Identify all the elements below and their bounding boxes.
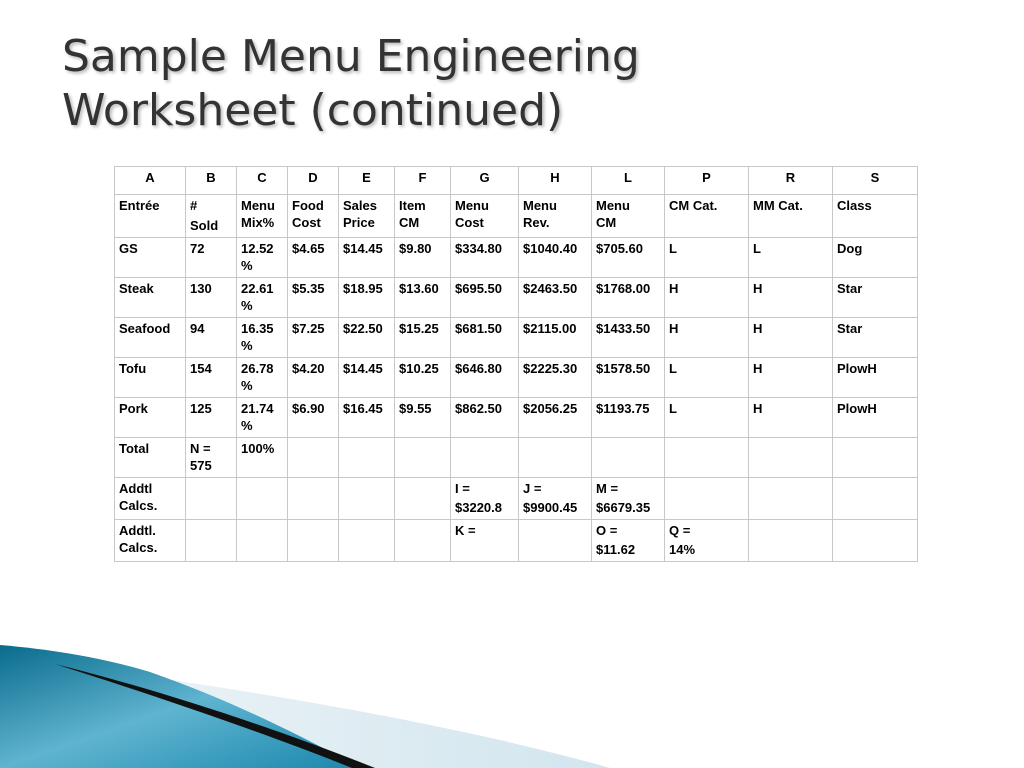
header-text: Menu [455,198,489,213]
cell-class: PlowH [833,358,918,398]
header-food-cost [288,195,339,238]
cell-class: Star [833,278,918,318]
empty-cell [288,438,339,478]
cell-menu-rev: $2225.30 [519,358,592,398]
cell-menu-cost: $334.80 [451,238,519,278]
cell-item-cm: $10.25 [395,358,451,398]
cell-menu-rev: $1040.40 [519,238,592,278]
header-menu-cost [451,195,519,238]
cell-food-cost: $7.25 [288,318,339,358]
cell-text: 16.35 [241,321,274,336]
empty-cell [395,478,451,520]
cell-item-cm: $15.25 [395,318,451,358]
cell-text: Calcs. [119,498,158,513]
header-text: Rev. [523,215,550,230]
empty-cell [237,520,288,562]
cell-text: $9900.45 [523,500,578,515]
empty-cell [339,520,395,562]
header-text: Entrée [119,198,160,213]
cell-cm-cat: H [665,318,749,358]
empty-cell [451,438,519,478]
cell-text: O = [596,523,618,538]
cell-sold: 125 [186,398,237,438]
header-text: MM Cat. [753,198,803,213]
cell-menu-cm: $1768.00 [592,278,665,318]
empty-cell [237,478,288,520]
column-letter: G [451,167,519,195]
header-menu-rev [519,195,592,238]
header-text: Food [292,198,324,213]
header-text: # [190,198,198,213]
header-text: Cost [292,215,321,230]
column-letter: B [186,167,237,195]
header-sold [186,195,237,238]
cell-entree: Tofu [115,358,186,398]
cell-text: M = [596,481,619,496]
cell-menu-mix [237,358,288,398]
empty-cell [395,520,451,562]
cell-text: $11.62 [596,542,636,557]
column-letter-row [115,167,918,195]
total-label: Total [115,438,186,478]
swoosh-pale-band [60,665,610,768]
cell-menu-cost: $681.50 [451,318,519,358]
cell-class: Star [833,318,918,358]
header-text: Menu [596,198,630,213]
cell-food-cost: $5.35 [288,278,339,318]
empty-cell [665,438,749,478]
calc-j [519,478,592,520]
cell-text: 14% [669,542,696,557]
cell-class: Dog [833,238,918,278]
total-n [186,438,237,478]
empty-cell [749,438,833,478]
cell-cm-cat: L [665,238,749,278]
cell-item-cm: $9.80 [395,238,451,278]
header-entree [115,195,186,238]
cell-menu-mix [237,278,288,318]
cell-menu-cm: $1433.50 [592,318,665,358]
column-letter: S [833,167,918,195]
cell-menu-cm: $1578.50 [592,358,665,398]
cell-menu-mix [237,238,288,278]
cell-cm-cat: L [665,398,749,438]
swoosh-black-stroke [55,664,375,768]
column-letter: D [288,167,339,195]
cell-food-cost: $4.20 [288,358,339,398]
cell-text: % [241,258,253,273]
cell-sales-price: $22.50 [339,318,395,358]
cell-sales-price: $16.45 [339,398,395,438]
cell-food-cost: $4.65 [288,238,339,278]
cell-text: 575 [190,458,212,473]
column-letter: L [592,167,665,195]
header-text: Class [837,198,872,213]
cell-text: I = [455,481,470,496]
cell-mm-cat: H [749,278,833,318]
cell-cm-cat: L [665,358,749,398]
calc-m [592,478,665,520]
calc-k: K = [451,520,519,562]
table-row [115,318,918,358]
cell-text: 12.52 [241,241,274,256]
cell-menu-rev: $2115.00 [519,318,592,358]
header-mm-cat [749,195,833,238]
cell-sold: 94 [186,318,237,358]
calc-i [451,478,519,520]
slide-title [62,30,962,138]
empty-cell [395,438,451,478]
cell-text: Addtl [119,481,153,496]
column-letter: H [519,167,592,195]
header-text: CM Cat. [669,198,718,213]
empty-cell [288,478,339,520]
table-row [115,358,918,398]
table-row [115,238,918,278]
empty-cell [339,478,395,520]
calc-q [665,520,749,562]
cell-menu-rev: $2463.50 [519,278,592,318]
empty-cell [288,520,339,562]
table-row [115,398,918,438]
cell-entree: Seafood [115,318,186,358]
cell-mm-cat: L [749,238,833,278]
header-text: Sold [190,218,219,233]
cell-entree: GS [115,238,186,278]
cell-menu-rev: $2056.25 [519,398,592,438]
column-letter: A [115,167,186,195]
empty-cell [186,520,237,562]
cell-menu-cost: $862.50 [451,398,519,438]
empty-cell [833,478,918,520]
total-row [115,438,918,478]
cell-text: % [241,298,253,313]
cell-cm-cat: H [665,278,749,318]
cell-text: Q = [669,523,691,538]
cell-menu-cost: $695.50 [451,278,519,318]
cell-item-cm: $9.55 [395,398,451,438]
cell-entree: Steak [115,278,186,318]
cell-mm-cat: H [749,358,833,398]
cell-text: % [241,378,253,393]
empty-cell [519,438,592,478]
total-mix: 100% [237,438,288,478]
cell-sales-price: $18.95 [339,278,395,318]
cell-sold: 130 [186,278,237,318]
cell-text: J = [523,481,542,496]
header-text: CM [399,215,420,230]
cell-text: $6679.35 [596,500,651,515]
column-letter: E [339,167,395,195]
cell-menu-cost: $646.80 [451,358,519,398]
cell-text: 22.61 [241,281,274,296]
cell-mm-cat: H [749,398,833,438]
cell-text: Calcs. [119,540,158,555]
menu-engineering-table [114,166,918,562]
cell-food-cost: $6.90 [288,398,339,438]
cell-sales-price: $14.45 [339,238,395,278]
empty-cell [339,438,395,478]
swoosh-blue-band [0,645,360,768]
cell-sold: 72 [186,238,237,278]
cell-item-cm: $13.60 [395,278,451,318]
cell-text: $3220.8 [455,500,502,515]
header-text: Price [343,215,375,230]
header-text: Item [399,198,426,213]
calc-o [592,520,665,562]
slide-title-line-2: Worksheet (continued) [62,85,564,136]
cell-text: Addtl. [119,523,156,538]
cell-sold: 154 [186,358,237,398]
addtl-calcs-row-1 [115,478,918,520]
cell-mm-cat: H [749,318,833,358]
cell-entree: Pork [115,398,186,438]
header-item-cm [395,195,451,238]
cell-text: % [241,338,253,353]
calc-label [115,478,186,520]
empty-cell [186,478,237,520]
empty-cell [592,438,665,478]
cell-text: N = [190,441,211,456]
header-menu-mix [237,195,288,238]
cell-text: 26.78 [241,361,274,376]
header-text: Sales [343,198,377,213]
column-letter: R [749,167,833,195]
header-text: Menu [241,198,275,213]
field-header-row [115,195,918,238]
column-letter: P [665,167,749,195]
calc-label [115,520,186,562]
addtl-calcs-row-2 [115,520,918,562]
column-letter: C [237,167,288,195]
cell-menu-mix [237,318,288,358]
cell-sales-price: $14.45 [339,358,395,398]
cell-menu-cm: $705.60 [592,238,665,278]
empty-cell [749,520,833,562]
cell-text: % [241,418,253,433]
empty-cell [833,438,918,478]
header-text: CM [596,215,617,230]
table-row [115,278,918,318]
header-text: Mix% [241,215,275,230]
cell-menu-mix [237,398,288,438]
empty-cell [833,520,918,562]
header-class [833,195,918,238]
empty-cell [665,478,749,520]
header-text: Menu [523,198,557,213]
slide-title-line-1: Sample Menu Engineering [62,31,640,82]
header-sales-price [339,195,395,238]
cell-text: 21.74 [241,401,274,416]
empty-cell [749,478,833,520]
cell-menu-cm: $1193.75 [592,398,665,438]
empty-cell [519,520,592,562]
header-text: Cost [455,215,484,230]
column-letter: F [395,167,451,195]
header-menu-cm [592,195,665,238]
header-cm-cat [665,195,749,238]
cell-class: PlowH [833,398,918,438]
